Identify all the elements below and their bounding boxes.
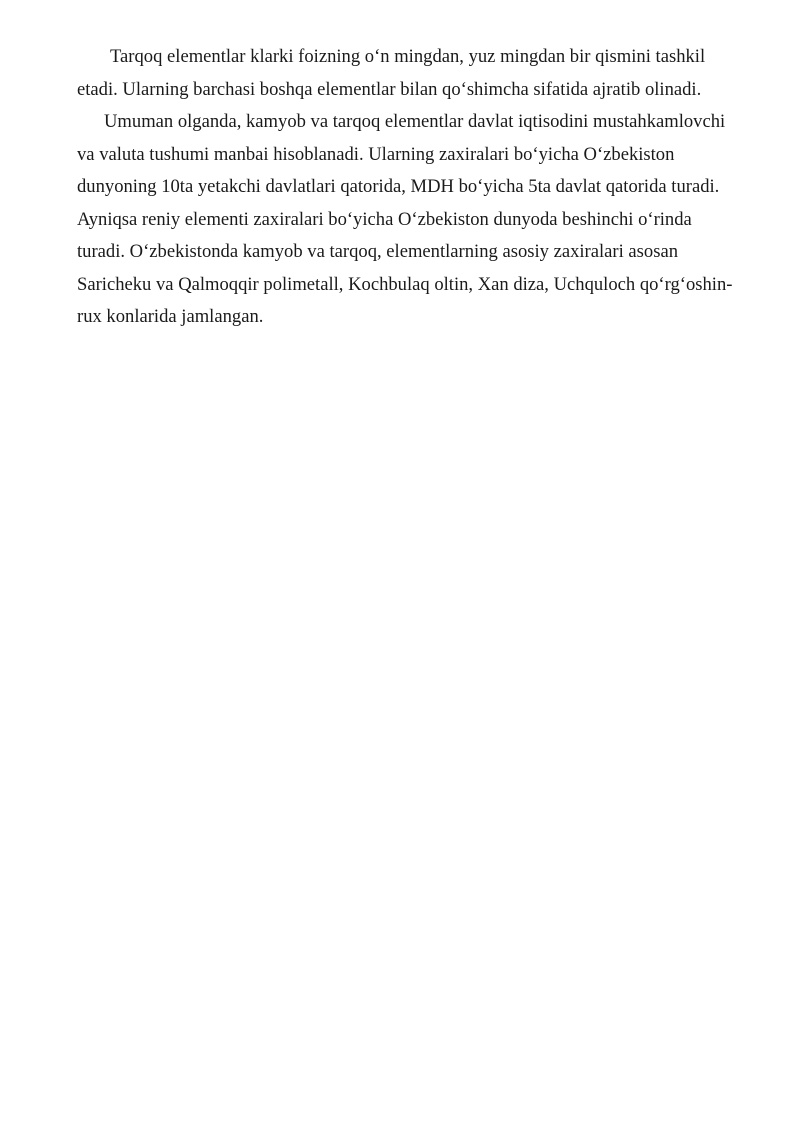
body-text: [77, 41, 745, 334]
text-line: Umuman olganda, kamyob va tarqoq elementlar davlat iqtisodini mustahkamlovchi: [104, 111, 726, 132]
text-line: rux konlarida jamlangan.: [77, 306, 264, 327]
text-line: Ayniqsa reniy elementi zaxiralari bo‘yicha O‘zbekiston dunyoda beshinchi o‘rinda: [77, 208, 692, 230]
text-line: etadi. Ularning barchasi boshqa elementlar bilan qo‘shimcha sifatida ajratib olinadi.: [77, 78, 702, 100]
text-line: Saricheku va Qalmoqqir polimetall, Kochbulaq oltin, Xan diza, Uchquloch qo‘rg‘oshin-: [77, 273, 733, 295]
paragraph-2: [77, 106, 745, 334]
text-line: turadi. O‘zbekistonda kamyob va tarqoq, elementlarning asosiy zaxiralari asosan: [77, 241, 679, 262]
text-line: Tarqoq elementlar klarki foizning o‘n mingdan, yuz mingdan bir qismini tashkil: [110, 46, 706, 67]
text-line: va valuta tushumi manbai hisoblanadi. Ularning zaxiralari bo‘yicha O‘zbekiston: [77, 143, 675, 165]
text-line: dunyoning 10ta yetakchi davlatlari qatorida, MDH bo‘yicha 5ta davlat qatorida turadi.: [77, 176, 720, 197]
paragraph-1: [77, 41, 745, 106]
